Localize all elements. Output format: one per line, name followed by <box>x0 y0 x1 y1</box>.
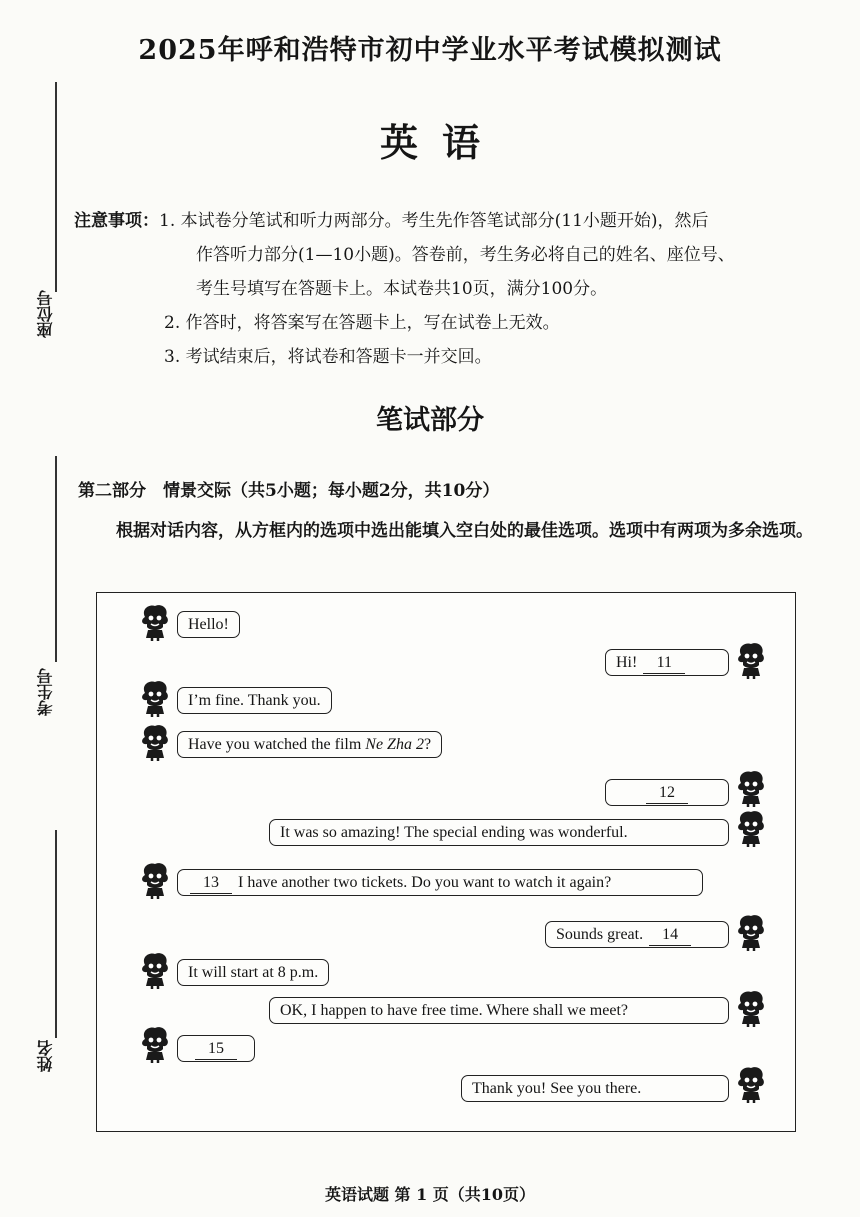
right-speaker-icon <box>735 989 767 1027</box>
note-item-3: 3. 考试结束后，将试卷和答题卡一并交回。 <box>164 347 492 367</box>
margin-label-name: 姓名 <box>36 1040 55 1072</box>
film-title: Ne Zha 2 <box>365 736 424 753</box>
note-item-2: 2. 作答时，将答案写在答题卡上，写在试卷上无效。 <box>164 313 560 333</box>
right-speaker-icon <box>735 641 767 679</box>
margin-label-seat: 座位号 <box>36 290 55 338</box>
dialogue-line-3: I’m fine. Thank you. <box>177 687 332 714</box>
margin-label-exam-no: 考生号 <box>36 668 55 716</box>
exam-title: 2025年呼和浩特市初中学业水平考试模拟测试 <box>138 35 722 66</box>
blank-12: 12 <box>646 783 688 804</box>
note-1-line-2: 作答听力部分(1—10小题)。答卷前，考生务必将自己的姓名、座位号、 <box>196 245 735 265</box>
dialogue-text: Hi! <box>616 654 638 671</box>
dialogue-line-4 <box>177 731 442 758</box>
dialogue-line-2 <box>605 649 729 676</box>
left-speaker-icon <box>139 861 171 899</box>
right-speaker-icon <box>735 769 767 807</box>
dialogue-box <box>96 592 796 1132</box>
right-speaker-icon <box>735 809 767 847</box>
margin-line-exam-no <box>55 456 57 662</box>
dialogue-line-12: Thank you! See you there. <box>461 1075 729 1102</box>
dialogue-line-10: OK, I happen to have free time. Where shall we meet? <box>269 997 729 1024</box>
dialogue-text: Sounds great. <box>556 926 644 943</box>
blank-15: 15 <box>195 1039 237 1060</box>
dialogue-line-9: It will start at 8 p.m. <box>177 959 329 986</box>
dialogue-line-7 <box>177 869 703 896</box>
exam-notes <box>74 204 834 374</box>
blank-11: 11 <box>643 653 685 674</box>
subject-title: 英语 <box>379 120 504 165</box>
dialogue-text: ? <box>423 736 432 753</box>
note-1-line-3: 考生号填写在答题卡上。本试卷共10页，满分100分。 <box>196 279 608 299</box>
note-item-1 <box>74 204 834 238</box>
right-speaker-icon <box>735 913 767 951</box>
dialogue-text: I have another two tickets. Do you want to watch it again? <box>238 874 612 891</box>
dialogue-line-8 <box>545 921 729 948</box>
left-speaker-icon <box>139 1025 171 1063</box>
part2-heading: 第二部分 情景交际（共5小题；每小题2分，共10分） <box>78 481 500 501</box>
right-speaker-icon <box>735 1065 767 1103</box>
page-footer: 英语试题 第 1 页（共10页） <box>324 1185 536 1204</box>
left-speaker-icon <box>139 603 171 641</box>
notes-label: 注意事项： <box>74 211 159 231</box>
part2-instruction: 根据对话内容，从方框内的选项中选出能填入空白处的最佳选项。选项中有两项为多余选项。 <box>116 521 813 541</box>
left-speaker-icon <box>139 679 171 717</box>
dialogue-line-11 <box>177 1035 255 1062</box>
dialogue-line-5 <box>605 779 729 806</box>
blank-14: 14 <box>649 925 691 946</box>
written-section-title: 笔试部分 <box>376 405 484 436</box>
left-speaker-icon <box>139 723 171 761</box>
margin-line-name <box>55 830 57 1038</box>
dialogue-line-6: It was so amazing! The special ending was wonderful. <box>269 819 729 846</box>
blank-13: 13 <box>190 873 232 894</box>
note-1-line-1: 1. 本试卷分笔试和听力两部分。考生先作答笔试部分(11小题开始)，然后 <box>159 211 709 231</box>
margin-line-seat <box>55 82 57 292</box>
dialogue-text: Have you watched the film <box>188 736 366 753</box>
dialogue-line-1: Hello! <box>177 611 240 638</box>
left-speaker-icon <box>139 951 171 989</box>
